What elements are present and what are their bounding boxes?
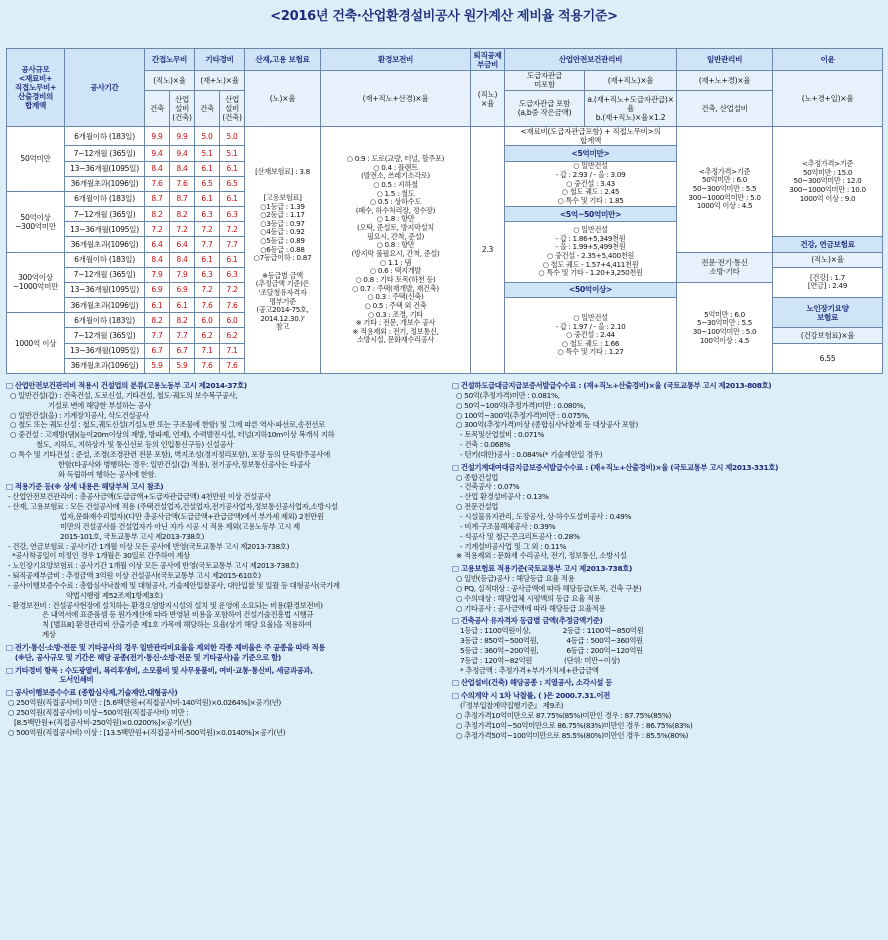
rate-value: 7.7 <box>145 328 170 343</box>
other-expense-header: 기타경비 <box>195 49 245 71</box>
rate-value: 6.4 <box>145 237 170 252</box>
rate-value: 7.6 <box>195 358 220 373</box>
building-col: 건축 <box>145 90 170 126</box>
note-heading: □ 고용보험료 적용기준(국토교통부 고시 제2013-738호) <box>452 564 633 574</box>
rate-value: 8.4 <box>170 161 195 176</box>
safety-header: 산업안전보건관리비 <box>505 49 677 71</box>
safety-body: ○ 일반건설 - 갑 : 2.93 / - 을 : 3.09 ○ 중건설 : 3.43 ○ 철도 궤도 : 2.45 ○ 특수 및 기타 : 1.85 <box>505 161 677 206</box>
rate-value: 6.2 <box>195 328 220 343</box>
rate-value: 5.9 <box>145 358 170 373</box>
period-cell: 7~12개월 (365일) <box>65 267 145 282</box>
period-cell: 6개월이하 (183일) <box>65 127 145 146</box>
note-body: ○ 일반(등급)공사 : 해당등급 요율 적용 ○ PQ, 실적대상 : 공사금액에 따라 해당등급(토목, 건축 구분) ○ 수의대상 : 해당업체 시평액의 등급 요율 적용 ○ 기타공사 : 공사금액에 따라 해당등급 요율적용 <box>456 574 642 613</box>
rate-value: 7.6 <box>170 176 195 191</box>
insurance-header: 산재,고용 보험료 <box>245 49 321 71</box>
rate-value: 8.2 <box>145 207 170 222</box>
insurance-body: [산재보험료] : 3.8 [고용보험료] ○1등급 : 1.39 ○2등급 : 1.17 ○3등급 : 0.97 ○4등급 : 0.92 ○5등급 : 0.89 ○6등급 : 0.88 ○7등급이하 : 0.87 ※등급별 금액 (추정금액 기준)은 '조달청유자격자 명부기준 (공고2014-75호, 2014.12.30.)' 참고 <box>245 127 321 374</box>
note-body: ○ 일반건설(갑) : 건축건설, 도로신설, 기타건설, 철도·궤도의 보수복구공사, 기설로 변에 해당한 부설하는 공사 ○ 일반건설(을) : 기계장치공사, 삭도건설공사 ○ 철도 또는 궤도신설 : 철도,궤도신설(기설노반 또는 구조물에 한함) 및 그에 따른 역사·파선로,송전선로 ○ 중건설 : 고제방(댐)(높이20m이상의 제방, 방파제, 언제), 수력발전시설, 터널(지하10m이상 복개식 지하 철도, 지하도, 지하상가 및 통신선로 등의 인입통신구등) 신설공사 ○ 특수 및 기타건설 : 준설, 조경(조경관련 전문 포함), 벽지조성(경지정리포함), 포장 등의 단독발주공사에 한함(타공사와 병행하는 경우: 일반건설(갑) 적용), 전기공사,정보통신공사는 타공사 와 독립하여 행하는 공사에 한함. <box>10 390 335 479</box>
rate-value: 5.0 <box>220 127 245 146</box>
rate-value: 6.1 <box>170 298 195 313</box>
profit-body: <추정가격>기준 50억미만 : 15.0 50~300억미만 : 12.0 300~1000억미만 : 10.0 1000억 이상 : 9.0 <box>773 127 883 237</box>
rate-value: 8.4 <box>170 252 195 267</box>
rate-value: 6.1 <box>195 252 220 267</box>
note-heading: □ 공사이행보증수수료 (종합심사제,기술제안,대형공사) <box>6 688 178 698</box>
rate-value: 8.2 <box>145 313 170 328</box>
page-title: <2016년 건축·산업환경설비공사 원가계산 제비율 적용기준> <box>270 9 618 24</box>
rate-value: 5.9 <box>170 358 195 373</box>
rate-value: 5.1 <box>220 146 245 161</box>
rate-value: 6.9 <box>145 282 170 297</box>
note-body: ○ 250억원(직접공사비) 미만 : [5.6백만원+(직접공사비-140억원)×0.0264%]×공기(년) ○ 250억원(직접공사비) 이상~500억원(직접공사비) 미만 : [8.5백만원+(직접공사비-250억원)×0.0200%]×공기(년) ○ 500억원(직접공사비) 이상 : [13.5백만원+(직접공사비-500억원)×0.0140%]×공기(년) <box>8 698 286 737</box>
rate-value: 6.3 <box>195 267 220 282</box>
note-heading: □ 건설기계대여대금지급보증서발급수수료 : (재+직노+산출경비)×율 (국토교통부 고시 제2013-331호) <box>452 462 779 472</box>
rate-value: 6.1 <box>195 191 220 206</box>
general-header: 일반관리비 <box>677 49 773 71</box>
environment-body: ○ 0.9 : 도로(교량, 터널, 할주포) ○ 0.4 : 플랜트 (발전소, 쓰레기소각로) ○ 0.5 : 지하철 ○ 1.5 : 철도 ○ 0.5 : 상하수도 (폐수, 하수처리장, 정수장) ○ 1.8 : 항만 (오탁, 준설토, 방지막설치 필요시, 간척, 준설) ○ 0.8 : 항만 (방지막 불필요시, 간척, 준설) ○ 1.1 : 댐 ○ 0.6 : 택지개발 ○ 0.8 : 기타 토목(하천 등) ○ 0.7 : 주택(재개발, 재건축) ○ 0.3 : 주택(신축) ○ 0.5 : 주택 외 건축 ○ 0.3 : 조경, 기타 ※ 기타 : 전문, 개보수 공사 ※ 적용제외 : 전기, 정보통신, 소방시설, 문화재수리공사 <box>321 127 471 374</box>
rate-value: 5.0 <box>195 127 220 146</box>
note-heading: □ 적용기준 등(※ 상세 내용은 해당부처 고시 참조) <box>6 482 164 492</box>
ltc-formula: (건강보험료)×율 <box>773 328 883 343</box>
rate-value: 7.6 <box>220 358 245 373</box>
note-heading: □ 산업안전보건관리비 적용시 건설업의 분류(고용노동부 고시 제2014-37호) <box>6 381 247 390</box>
period-cell: 36개월초과(1096일) <box>65 298 145 313</box>
rate-value: 7.6 <box>145 176 170 191</box>
rate-value: 8.2 <box>170 313 195 328</box>
note-heading: □ 수의계약 시 1차 낙찰률, ( )은 2000.7.31.이전 <box>452 691 610 701</box>
period-header: 공사기간 <box>65 49 145 127</box>
rate-value: 6.1 <box>220 191 245 206</box>
period-cell: 7~12개월 (365일) <box>65 328 145 343</box>
profit-header: 이윤 <box>773 49 883 71</box>
rate-value: 8.2 <box>170 207 195 222</box>
note-body: (『정부입찰계약집행기준』 제9조) ○ 추정가격10억미만으로 87.75%(85%)미만인 경우 : 87.75%(85%) ○ 추정가격10억~50억미만으로 86.75%(83%)미만인 경우 : 86.75%(83%) ○ 추정가격50억~100억미만으로 85.5%(80%)미만인 경우 : 85.5%(80%) <box>456 701 693 740</box>
rate-value: 7.9 <box>170 267 195 282</box>
notes-left <box>6 378 436 936</box>
note-heading: □ 전기·통신·소방·전문 및 기타공사의 경우 일반관리비요율을 제외한 각종 제비율은 주 공종을 따라 적용 (※단, 공사규모 및 기간은 해당 공종(전기·통신·소방·전문 및 기타공사)을 기준으로 함) <box>6 642 326 662</box>
rate-value: 6.1 <box>145 298 170 313</box>
rate-value: 5.1 <box>195 146 220 161</box>
rate-value: 7.2 <box>195 222 220 237</box>
rate-value: 7.2 <box>195 282 220 297</box>
safety-band: <5억~50억미만> <box>505 207 677 222</box>
period-cell: 6개월이하 (183일) <box>65 252 145 267</box>
rate-value: 9.4 <box>170 146 195 161</box>
rate-value: 8.4 <box>145 252 170 267</box>
safety-note: <재료비(도급자관급포함) + 직접노무비>의 합계액 <box>505 127 677 146</box>
profit-formula: (노+경+일)×율 <box>773 71 883 127</box>
insurance-formula: (노)×율 <box>245 71 321 127</box>
safety-body: ○ 일반건설 - 갑 : 1.97 / - 을 : 2.10 ○ 중건설 : 2.44 ○ 철도 궤도 : 1.66 ○ 특수 및 기타 : 1.27 <box>505 298 677 374</box>
indirect-labor-header: 간접노무비 <box>145 49 195 71</box>
note-body: ○ 종합건설업 - 건축공사 : 0.07% - 산업 환경설비공사 : 0.13% ○ 전문건설업 - 시설물유지관리, 도장공사, 상·하수도설비공사 : 0.49% - 비계·구조물해체공사 : 0.39% - 석공사 및 철근·콘크리트공사 : 0.28% - 기계설비공사업 및 그 외 : 0.11% ※ 적용제외 : 문화재 수리공사, 전기, 정보통신, 소방시설 <box>456 472 632 561</box>
scale-label: 50억미만 <box>7 127 65 192</box>
health-title: 건강, 연금보험료 <box>773 237 883 252</box>
building-col: 건축 <box>195 90 220 126</box>
rate-value: 7.7 <box>170 328 195 343</box>
rate-table <box>6 48 882 374</box>
note-heading: □ 건설하도급대금지급보증서발급수수료 : (재+직노+산출경비)×율 (국토교통부 고시 제2013-808호) <box>452 381 772 390</box>
rate-value: 7.6 <box>195 298 220 313</box>
general-body1: <추정가격>기준 50억미만 : 6.0 50~300억미만 : 5.5 300~1000억미만 : 5.0 1000억 이상 : 4.5 <box>677 127 773 253</box>
rate-value: 6.4 <box>170 237 195 252</box>
rate-value: 6.5 <box>195 176 220 191</box>
scale-header: 공사규모 <재료비+ 직접노무비+ 산출경비의 합계액 <box>7 49 65 127</box>
safety-sub1-formula: (재+직노)×율 <box>585 71 677 90</box>
rate-value: 8.7 <box>170 191 195 206</box>
rate-value: 6.1 <box>220 252 245 267</box>
general-band: 전문·전기·통신 소방·기타 <box>677 252 773 282</box>
rate-value: 6.1 <box>220 161 245 176</box>
rate-value: 7.6 <box>220 298 245 313</box>
rate-value: 6.5 <box>220 176 245 191</box>
period-cell: 36개월초과(1096일) <box>65 358 145 373</box>
notes-right <box>452 378 882 936</box>
rate-value: 6.3 <box>195 207 220 222</box>
period-cell: 7~12개월 (365일) <box>65 207 145 222</box>
scale-label: 300억이상 ~1000억미만 <box>7 252 65 313</box>
rate-value: 7.7 <box>220 237 245 252</box>
rate-table-grid <box>6 48 883 374</box>
other-formula: (재+노)×율 <box>195 71 245 90</box>
rate-value: 7.1 <box>220 343 245 358</box>
rate-value: 8.7 <box>145 191 170 206</box>
period-cell: 7~12개월 (365일) <box>65 146 145 161</box>
ltc-value: 6.55 <box>773 343 883 374</box>
environment-formula: (재+직노+산경)×율 <box>321 71 471 127</box>
note-body: ○ 50억(추정가격)미만 : 0.081%, ○ 50억~100억(추정가격)미만 : 0.080%, ○ 100억~300억(추정가격)미만 : 0.075%, ○ 300억(추정가격)이상 (종합심사낙찰제 등 대상공사 포함) - 토목및산업설비 : 0.071% - 건축 : 0.068% - 턴키(대안)공사 : 0.084%(* 기술제안일 경우) <box>456 390 638 459</box>
rate-value: 6.2 <box>220 328 245 343</box>
rate-value: 7.2 <box>220 222 245 237</box>
period-cell: 13~36개월(1095일) <box>65 222 145 237</box>
note-heading: □ 산업설비(건축) 해당공종 : 지열공사, 소각시설 등 <box>452 678 613 688</box>
safety-sub2: 도급자관급 포함 (a,b중 작은금액) <box>505 90 585 126</box>
period-cell: 36개월초과(1096일) <box>65 237 145 252</box>
plant-col: 산업 설비 (건축) <box>220 90 245 126</box>
retirement-value: 2.3 <box>471 127 505 374</box>
general-type: 건축, 산업설비 <box>677 90 773 126</box>
rate-value: 7.2 <box>170 222 195 237</box>
rate-value: 9.9 <box>145 127 170 146</box>
rate-value: 7.2 <box>145 222 170 237</box>
health-formula: (직노)×율 <box>773 252 883 267</box>
rate-value: 6.3 <box>220 267 245 282</box>
environment-header: 환경보전비 <box>321 49 471 71</box>
rate-value: 6.0 <box>195 313 220 328</box>
safety-sub1: 도급자관급 미포함 <box>505 71 585 90</box>
note-body: 1등급 : 1100억원이상, 2등급 : 1100억~850억원 3등급 : 850억~500억원, 4등급 : 500억~360억원 5등급 : 360억~200억원, 6등급 : 200억~120억원 7등급 : 120억~82억원 (단위: 미만~이상) * 추정금액 : 추정가격+부가가치세+관급금액 <box>460 626 644 675</box>
period-cell: 6개월이하 (183일) <box>65 313 145 328</box>
rate-value: 6.3 <box>220 207 245 222</box>
ltc-title: 노인장기요양 보험료 <box>773 298 883 328</box>
safety-band: <5억미만> <box>505 146 677 161</box>
note-heading: □ 기타경비 항목 : 수도광열비, 복리후생비, 소모품비 및 사무용품비, 여비·교통·통신비, 세금과공과, 도서인쇄비 <box>6 665 313 685</box>
indirect-formula: (직노)×율 <box>145 71 195 90</box>
safety-band: <50억이상> <box>505 282 677 297</box>
rate-value: 6.1 <box>195 161 220 176</box>
rate-value: 6.7 <box>170 343 195 358</box>
safety-sub2-formula: a.(재+직노+도급자관급)×율 b.(재+직노)×율×1.2 <box>585 90 677 126</box>
rate-value: 9.4 <box>145 146 170 161</box>
rate-value: 6.9 <box>170 282 195 297</box>
rate-value: 7.7 <box>195 237 220 252</box>
safety-body: ○ 일반건설 - 갑 : 1.86+5,349천원 - 을 : 1.99+5,499천원 ○ 중건설 - 2.35+5,400천원 ○ 철도 궤도 - 1.57+4,411천원 ○ 특수 및 기타 - 1.20+3,250천원 <box>505 222 677 283</box>
period-cell: 36개월초과(1096일) <box>65 176 145 191</box>
rate-value: 7.9 <box>145 267 170 282</box>
plant-col: 산업 설비 (건축) <box>170 90 195 126</box>
scale-label: 1000억 이상 <box>7 313 65 374</box>
retirement-header: 퇴직공제 부금비 <box>471 49 505 71</box>
rate-value: 6.0 <box>220 313 245 328</box>
scale-label: 50억이상 ~300억미만 <box>7 191 65 252</box>
period-cell: 13~36개월(1095일) <box>65 161 145 176</box>
health-body: [건강] : 1.7 [연금] : 2.49 <box>773 267 883 297</box>
rate-value: 7.1 <box>195 343 220 358</box>
rate-value: 8.4 <box>145 161 170 176</box>
period-cell: 13~36개월(1095일) <box>65 282 145 297</box>
note-body: - 산업안전보건관리비 : 총공사금액(도급금액+도급자관급금액) 4천만원 이상 건설공사 - 산재, 고용보험료 : 모든 건설공사에 적용 (주택건설업자,건설업자,전기공사업자,정보통신공사업자,소방시설 업자,문화재수리업자)(다만 총공사금액(도급금액+관급금액)에서 부가세 제외) 2천만원 미만의 건설공사를 건설업자가 아닌 자가 시공 시 적용 제외(고용노동부 고시 제 2015-101호, 국토교통부 고시 제2013-738호) - 건강, 연금보험료 : 공사기간 1개월 이상 모든 공사에 반영(국토교통부 고시 제2013-738호) *공사착공일이 미정인 경우 1개월은 30일로 간주하여 계상 - 노인장기요양보험료 : 공사기간 1개월 이상 모든 공사에 반영(국토교통부 고시 제2013-738호) - 퇴직공제부금비 : 추정금액 3억원 이상 건설공사(국토교통부 고시 제2015-610호) - 공사이행보증수수료 : 총합심사낙찰제 및 대형공사, 기술제안입찰공사, 대안입찰 및 일괄 등 대형공사(국가계 약법시행령 제52조제1항제3호) - 환경보전비 : 건설공사현장에 설치하는 환경오염방지시설의 설치 및 운영에 소요되는 비용(환경보전비) 은 내역서에 표준품셈 등 원가계산에 따라 반영된 비용을 포함하여 건설기술진흥법 시행규 칙 [별표8] 환경관리비 산출기준 제1호 가목에 해당하는 요율(상기 해당 요율)을 적용하여 계상 <box>8 492 340 640</box>
period-cell: 6개월이하 (183일) <box>65 191 145 206</box>
rate-value: 9.9 <box>170 127 195 146</box>
period-cell: 13~36개월(1095일) <box>65 343 145 358</box>
general-formula: (재+노+경)×율 <box>677 71 773 90</box>
rate-value: 6.7 <box>145 343 170 358</box>
rate-value: 7.2 <box>220 282 245 297</box>
retirement-formula: (직노) ×율 <box>471 71 505 127</box>
note-heading: □ 건축공사 유자격자 등급별 금액(추정금액기준) <box>452 616 603 626</box>
general-body2: 5억미만 : 6.0 5~30억미만 : 5.5 30~100억미만 : 5.0 100억이상 : 4.5 <box>677 282 773 373</box>
